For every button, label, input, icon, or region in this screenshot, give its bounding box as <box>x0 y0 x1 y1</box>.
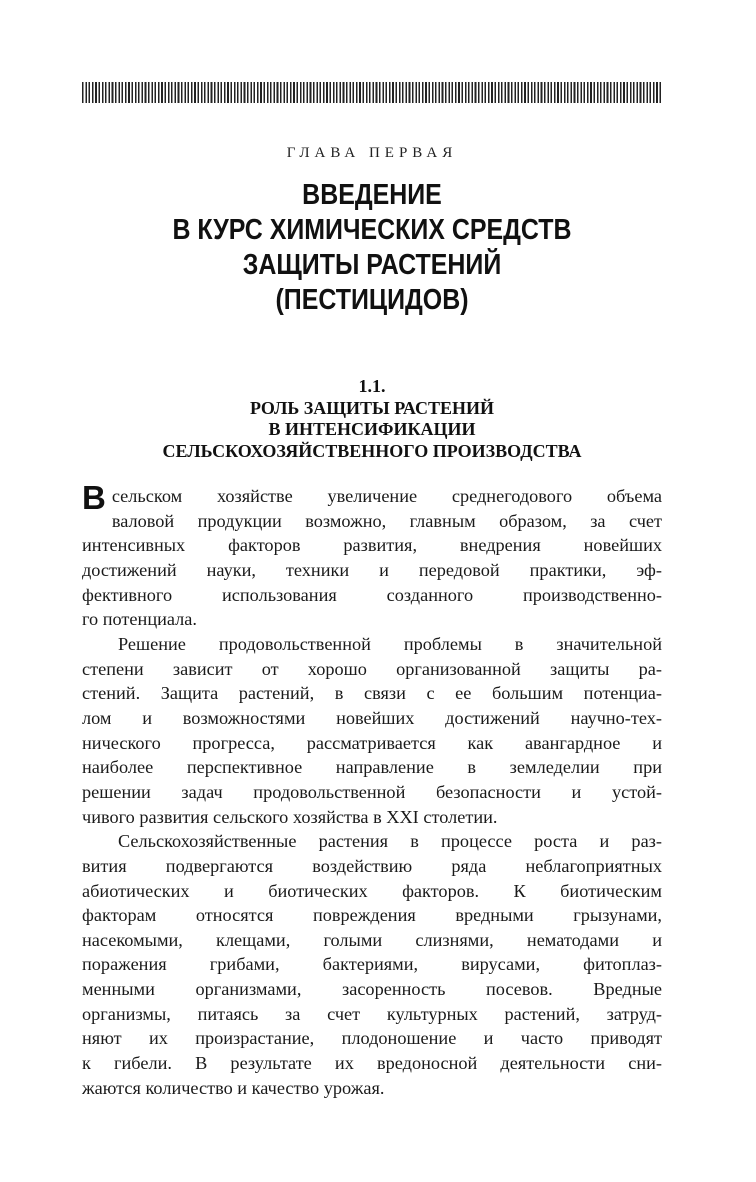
chapter-title-line: В КУРС ХИМИЧЕСКИХ СРЕДСТВ <box>172 214 572 246</box>
text-line: стений. Защита растений, в связи с ее большим потенциа- <box>82 683 662 704</box>
text-line: чивого развития сельского хозяйства в XXI столетии. <box>82 806 498 827</box>
text-line: поражения грибами, бактериями, вирусами, фитоплаз- <box>82 954 662 975</box>
chapter-title-line: ВВЕДЕНИЕ <box>302 179 442 211</box>
section-title-line: СЕЛЬСКОХОЗЯЙСТВЕННОГО ПРОИЗВОДСТВА <box>162 440 582 461</box>
text-line: к гибели. В результате их вредоносной деятельности сни- <box>82 1053 662 1074</box>
text-line: насекомыми, клещами, голыми слизнями, нематодами и <box>82 929 662 950</box>
text-line: Сельскохозяйственные растения в процессе роста и раз- <box>118 831 662 852</box>
chapter-title <box>123 178 622 318</box>
text-line: степени зависит от хорошо организованной защиты ра- <box>82 658 662 679</box>
text-line: наиболее перспективное направление в земледелии при <box>82 757 662 778</box>
decorative-header-rule <box>82 82 662 103</box>
section-title-line: РОЛЬ ЗАЩИТЫ РАСТЕНИЙ <box>249 397 495 418</box>
text-line: фективного использования созданного производственно- <box>82 584 662 605</box>
section-title-line: В ИНТЕНСИФИКАЦИИ <box>268 419 476 439</box>
text-line: интенсивных факторов развития, внедрения новейших <box>82 535 662 556</box>
text-line: абиотических и биотических факторов. К биотическим <box>82 880 662 901</box>
text-line: жаются количество и качество урожая. <box>82 1077 385 1098</box>
text-line: лом и возможностями новейших достижений научно-тех- <box>82 707 662 728</box>
section-heading <box>82 376 662 462</box>
text-line: решении задач продовольственной безопасности и устой- <box>82 781 662 802</box>
chapter-label: ГЛАВА ПЕРВАЯ <box>286 145 458 161</box>
text-line: валовой продукции возможно, главным образом, за счет <box>111 510 662 531</box>
text-line: достижений науки, техники и передовой практики, эф- <box>82 559 662 580</box>
chapter-title-line: ЗАЩИТЫ РАСТЕНИЙ <box>242 249 502 281</box>
text-line: вития подвергаются воздействию ряда неблагоприятных <box>82 855 662 876</box>
text-line: Решение продовольственной проблемы в значительной <box>118 633 662 654</box>
text-line: го потенциала. <box>82 609 197 630</box>
text-line: нического прогресса, рассматривается как авангардное и <box>82 732 662 753</box>
drop-cap: В <box>82 479 106 516</box>
chapter-title-line: (ПЕСТИЦИДОВ) <box>275 284 469 316</box>
text-line: факторам относятся повреждения вредными грызунами, <box>82 905 662 926</box>
text-line: няют их произрастание, плодоношение и часто приводят <box>82 1028 662 1049</box>
text-line: менными организмами, засоренность посевов. Вредные <box>82 979 662 1000</box>
text-line: организмы, питаясь за счет культурных растений, затруд- <box>82 1003 662 1024</box>
text-line: В сельском хозяйстве увеличение среднегодового объема <box>82 479 662 516</box>
section-number: 1.1. <box>358 376 386 396</box>
body-text <box>82 479 662 1100</box>
